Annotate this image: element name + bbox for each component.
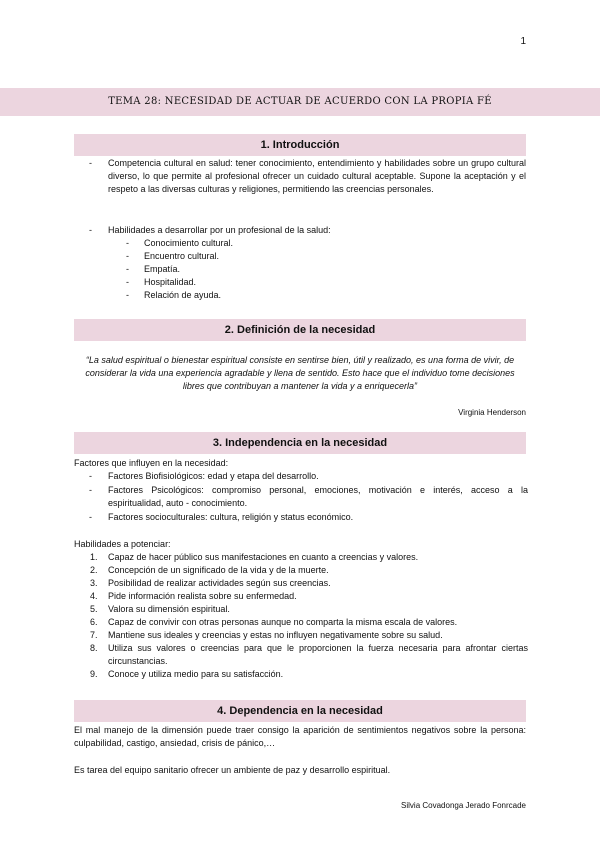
bullet-dash: - xyxy=(89,512,92,522)
skills-list xyxy=(126,237,426,302)
quote-author: Virginia Henderson xyxy=(458,408,526,417)
abilities-intro: Habilidades a potenciar: xyxy=(74,539,171,549)
author-footer: Silvia Covadonga Jerado Fonrcade xyxy=(401,801,526,810)
section-heading-dependencia: 4. Dependencia en la necesidad xyxy=(74,700,526,722)
page-number: 1 xyxy=(520,36,526,47)
bullet-dash: - xyxy=(89,225,92,235)
factors-intro: Factores que influyen en la necesidad: xyxy=(74,458,229,468)
factor-item: Factores Psicológicos: compromiso personal, emociones, motivación e interés, acceso a la espiritualidad, auto - conocimiento. xyxy=(108,485,528,508)
bullet-dash: - xyxy=(89,471,92,481)
section-heading-introduccion: 1. Introducción xyxy=(74,134,526,156)
factor-item: Factores socioculturales: cultura, religión y status económico. xyxy=(108,512,354,522)
dependencia-paragraph: El mal manejo de la dimensión puede traer consigo la aparición de sentimientos negativos sobre la persona: culpabilidad, castigo, ansiedad, crisis de pánico,… xyxy=(74,725,526,748)
skills-intro: Habilidades a desarrollar por un profesional de la salud: xyxy=(108,225,331,235)
list-item: 2. Concepción de un significado de la vida y de la muerte. xyxy=(90,565,329,575)
list-item: 8. Utiliza sus valores o creencias para que le proporcionen la fuerza necesaria para afrontar ciertas circunstancias. xyxy=(90,643,528,666)
list-item: - Conocimiento cultural. xyxy=(126,238,234,248)
section-heading-definicion: 2. Definición de la necesidad xyxy=(74,319,526,341)
list-item: - Relación de ayuda. xyxy=(126,290,222,300)
list-item: - Encuentro cultural. xyxy=(126,251,220,261)
list-item: - Empatía. xyxy=(126,264,181,274)
section-heading-independencia: 3. Independencia en la necesidad xyxy=(74,432,526,454)
henderson-quote: “La salud espiritual o bienestar espiritual consiste en sentirse bien, útil y realizado, es una forma de vivir, de considerar la vida una experiencia agradable y llena de sentido. Esto hace que el individuo tome decisiones libres que contribuyan a mantener la vida y a enriquecerla” xyxy=(85,355,515,391)
document-title: TEMA 28: NECESIDAD DE ACTUAR DE ACUERDO CON LA PROPIA FÉ xyxy=(0,88,600,116)
list-item: 9. Conoce y utiliza medio para su satisfacción. xyxy=(90,669,284,679)
list-item: 6. Capaz de convivir con otras personas aunque no comparta la misma escala de valores. xyxy=(90,617,458,627)
intro-paragraph: Competencia cultural en salud: tener conocimiento, entendimiento y habilidades sobre un grupo cultural diverso, lo que permite al profesional ofrecer un cuidado cultural aceptable. Supone la aceptación y el respeto a las diversas culturas y religiones, permitiendo las creencias personales. xyxy=(108,158,526,194)
list-item: 1. Capaz de hacer público sus manifestaciones en cuanto a creencias y valores. xyxy=(90,552,419,562)
list-item: - Hospitalidad. xyxy=(126,277,197,287)
list-item: 5. Valora su dimensión espiritual. xyxy=(90,604,230,614)
bullet-dash: - xyxy=(89,485,92,495)
dependencia-closing: Es tarea del equipo sanitario ofrecer un ambiente de paz y desarrollo espiritual. xyxy=(74,765,391,775)
abilities-list xyxy=(90,551,528,681)
list-item: 4. Pide información realista sobre su enfermedad. xyxy=(90,591,297,601)
list-item: 7. Mantiene sus ideales y creencias y estas no influyen negativamente sobre su salud. xyxy=(90,630,443,640)
bullet-dash: - xyxy=(89,158,92,168)
factor-item: Factores Biofisiológicos: edad y etapa del desarrollo. xyxy=(108,471,319,481)
list-item: 3. Posibilidad de realizar actividades según sus creencias. xyxy=(90,578,331,588)
